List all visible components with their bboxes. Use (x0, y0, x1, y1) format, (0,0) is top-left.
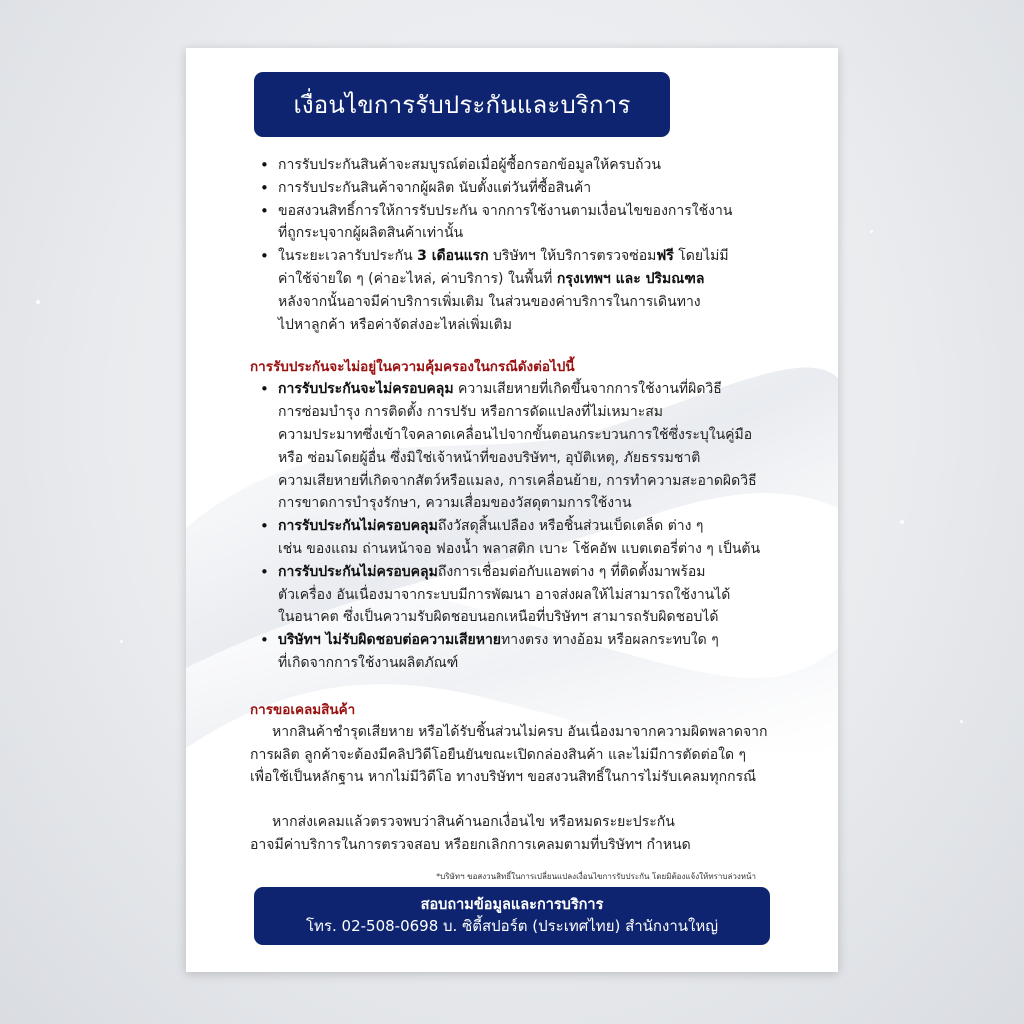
paragraph-line: การผลิต ลูกค้าจะต้องมีคลิปวิดีโอยืนยันขณะเปิดกล่องสินค้า และไม่มีการตัดต่อใด ๆ (250, 746, 747, 763)
bullet-text: • ขอสงวนสิทธิ์การให้การรับประกัน จากการใช้งานตามเงื่อนไขของการใช้งาน (278, 202, 733, 219)
contact-details: โทร. 02-508-0698 บ. ซิตี้สปอร์ต (ประเทศไทย) สำนักงานใหญ่ (305, 917, 719, 935)
bullet-text: หรือ ซ่อมโดยผู้อื่น ซึ่งมิใช่เจ้าหน้าที่ของบริษัทฯ, อุบัติเหตุ, ภัยธรรมชาติ (278, 449, 701, 466)
highlight-text: บริษัทฯ ไม่รับผิดชอบต่อความเสียหาย (278, 632, 502, 649)
text-segment: โดยไม่มี (673, 248, 729, 265)
exclusion-section-title: การรับประกันจะไม่อยู่ในความคุ้มครองในกรณีดังต่อไปนี้ (250, 359, 575, 376)
highlight-text: การรับประกันจะไม่ครอบคลุม (278, 381, 454, 398)
bullet-text: ในอนาคต ซึ่งเป็นความรับผิดชอบนอกเหนือที่บริษัทฯ สามารถรับผิดชอบได้ (278, 609, 719, 626)
list-item (250, 515, 790, 561)
title-banner (254, 72, 670, 137)
disclaimer-note: *บริษัทฯ ขอสงวนสิทธิ์ในการเปลี่ยนแปลงเงื่อนไขการรับประกัน โดยมิต้องแจ้งให้ทราบล่วงหน้า (436, 872, 756, 881)
bullet-text (278, 268, 790, 291)
paragraph-line: หากสินค้าชำรุดเสียหาย หรือได้รับชิ้นส่วนไม่ครบ อันเนื่องมาจากความผิดพลาดจาก (272, 723, 768, 740)
warranty-sheet (186, 48, 838, 972)
bullet-text: การซ่อมบำรุง การติดตั้ง การปรับ หรือการดัดแปลงที่ไม่เหมาะสม (278, 404, 663, 421)
bullet-text: เช่น ของแถม ถ่านหน้าจอ ฟองน้ำ พลาสติก เบาะ โช้คอัพ แบตเตอรี่ต่าง ๆ เป็นต้น (278, 540, 761, 557)
highlight-text: 3 เดือนแรก (417, 248, 489, 265)
text-segment: ความเสียหายที่เกิดขึ้นจากการใช้งานที่ผิดวิธี (453, 381, 722, 398)
bullet-text: • การรับประกันสินค้าจะสมบูรณ์ต่อเมื่อผู้ซื้อกรอกข้อมูลให้ครบถ้วน (278, 157, 661, 173)
bullet-text: ความเสียหายที่เกิดจากสัตว์หรือแมลง, การเคลื่อนย้าย, การทำความสะอาดผิดวิธี (278, 472, 757, 489)
list-item (250, 378, 790, 515)
intro-bullet-list (250, 154, 790, 336)
bullet-text (278, 561, 790, 584)
highlight-text: กรุงเทพฯ และ ปริมณฑล (556, 270, 705, 287)
text-segment: ถึงการเชื่อมต่อกับแอพต่าง ๆ ที่ติดตั้งมาพร้อม (437, 563, 706, 580)
text-segment: ถึงวัสดุสิ้นเปลือง หรือชิ้นส่วนเบ็ดเตล็ด ต่าง ๆ (437, 518, 704, 535)
background-sparkle (900, 520, 904, 524)
list-item (250, 177, 790, 200)
bullet-text: ไปหาลูกค้า หรือค่าจัดส่งอะไหล่เพิ่มเติม (278, 316, 512, 333)
background-sparkle (36, 300, 40, 304)
terms-content (250, 154, 790, 857)
background-sparkle (960, 720, 963, 723)
bullet-text: ตัวเครื่อง อันเนื่องมาจากระบบมีการพัฒนา อาจส่งผลให้ไม่สามารถใช้งานได้ (278, 586, 731, 603)
paragraph-line: เพื่อใช้เป็นหลักฐาน หากไม่มีวิดีโอ ทางบริษัทฯ ขอสงวนสิทธิ์ในการไม่รับเคลมทุกกรณี (250, 769, 757, 786)
bullet-text (278, 629, 790, 652)
exclusion-bullet-list (250, 378, 790, 674)
list-item (250, 629, 790, 675)
background-sparkle (120, 640, 123, 643)
background-sparkle (870, 230, 873, 233)
contact-heading: สอบถามข้อมูลและการบริการ (420, 897, 604, 913)
page-title: เงื่อนไขการรับประกันและบริการ (293, 91, 631, 119)
bullet-text: ความประมาทซึ่งเข้าใจคลาดเคลื่อนไปจากขั้นตอนกระบวนการใช้ซึ่งระบุในคู่มือ (278, 426, 753, 443)
paragraph-line: อาจมีค่าบริการในการตรวจสอบ หรือยกเลิกการเคลมตามที่บริษัทฯ กำหนด (250, 836, 691, 853)
highlight-text: ฟรี (656, 248, 674, 265)
bullet-text: ที่เกิดจากการใช้งานผลิตภัณฑ์ (278, 654, 459, 671)
list-item (250, 200, 790, 246)
text-segment: ในระยะเวลารับประกัน (278, 248, 418, 265)
list-item (250, 561, 790, 629)
claim-section-title: การขอเคลมสินค้า (250, 701, 356, 718)
claim-paragraph (250, 721, 790, 789)
text-segment: ค่าใช้จ่ายใด ๆ (ค่าอะไหล่, ค่าบริการ) ในพื้นที่ (278, 270, 557, 287)
highlight-text: การรับประกันไม่ครอบคลุม (278, 518, 438, 535)
paragraph-line: หากส่งเคลมแล้วตรวจพบว่าสินค้านอกเงื่อนไข หรือหมดระยะประกัน (272, 814, 675, 831)
bullet-text: หลังจากนั้นอาจมีค่าบริการเพิ่มเติม ในส่วนของค่าบริการในการเดินทาง (278, 293, 701, 310)
bullet-text (278, 378, 790, 401)
text-segment: บริษัทฯ ให้บริการตรวจซ่อม (488, 248, 657, 265)
claim-paragraph (250, 811, 790, 857)
bullet-text (278, 245, 790, 268)
bullet-text (278, 515, 790, 538)
highlight-text: การรับประกันไม่ครอบคลุม (278, 563, 438, 580)
contact-banner (254, 887, 770, 945)
bullet-text: • การรับประกันสินค้าจากผู้ผลิต นับตั้งแต่วันที่ซื้อสินค้า (278, 179, 592, 196)
list-item (250, 154, 790, 177)
bullet-text: การขาดการบำรุงรักษา, ความเสื่อมของวัสดุตามการใช้งาน (278, 495, 632, 512)
text-segment: ทางตรง ทางอ้อม หรือผลกระทบใด ๆ (501, 632, 719, 649)
bullet-text: ที่ถูกระบุจากผู้ผลิตสินค้าเท่านั้น (278, 225, 464, 242)
list-item (250, 245, 790, 336)
